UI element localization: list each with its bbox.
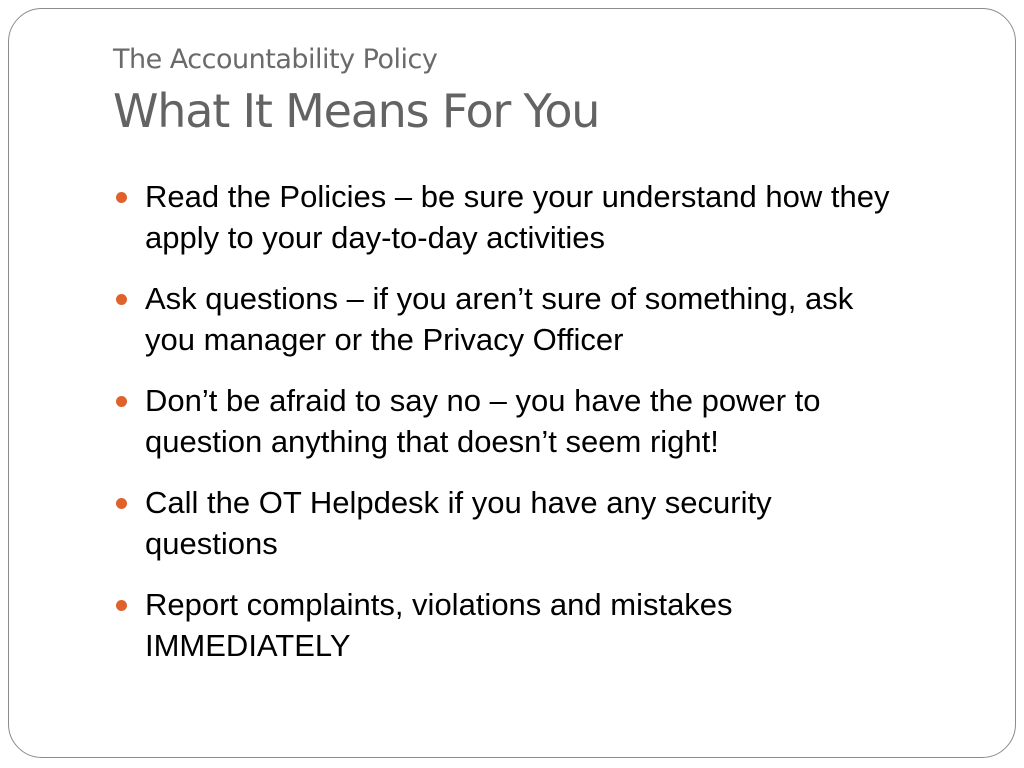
bullet-list — [113, 176, 903, 686]
bullet-item — [113, 380, 903, 462]
bullet-item — [113, 482, 903, 564]
bullet-item — [113, 584, 903, 666]
bullet-dot-icon — [116, 600, 127, 611]
bullet-text: Call the OT Helpdesk if you have any security questions — [145, 485, 772, 561]
bullet-text: Report complaints, violations and mistakes IMMEDIATELY — [145, 587, 733, 663]
bullet-dot-icon — [116, 192, 127, 203]
bullet-item — [113, 176, 903, 258]
slide-title: What It Means For You — [113, 84, 600, 138]
bullet-text: Don’t be afraid to say no – you have the power to question anything that doesn’t seem right! — [145, 383, 821, 459]
bullet-text: Read the Policies – be sure your understand how they apply to your day-to-day activities — [145, 179, 890, 255]
bullet-item — [113, 278, 903, 360]
bullet-dot-icon — [116, 396, 127, 407]
bullet-dot-icon — [116, 294, 127, 305]
bullet-text: Ask questions – if you aren’t sure of something, ask you manager or the Privacy Officer — [145, 281, 854, 357]
slide-subtitle: The Accountability Policy — [113, 44, 438, 75]
bullet-dot-icon — [116, 498, 127, 509]
